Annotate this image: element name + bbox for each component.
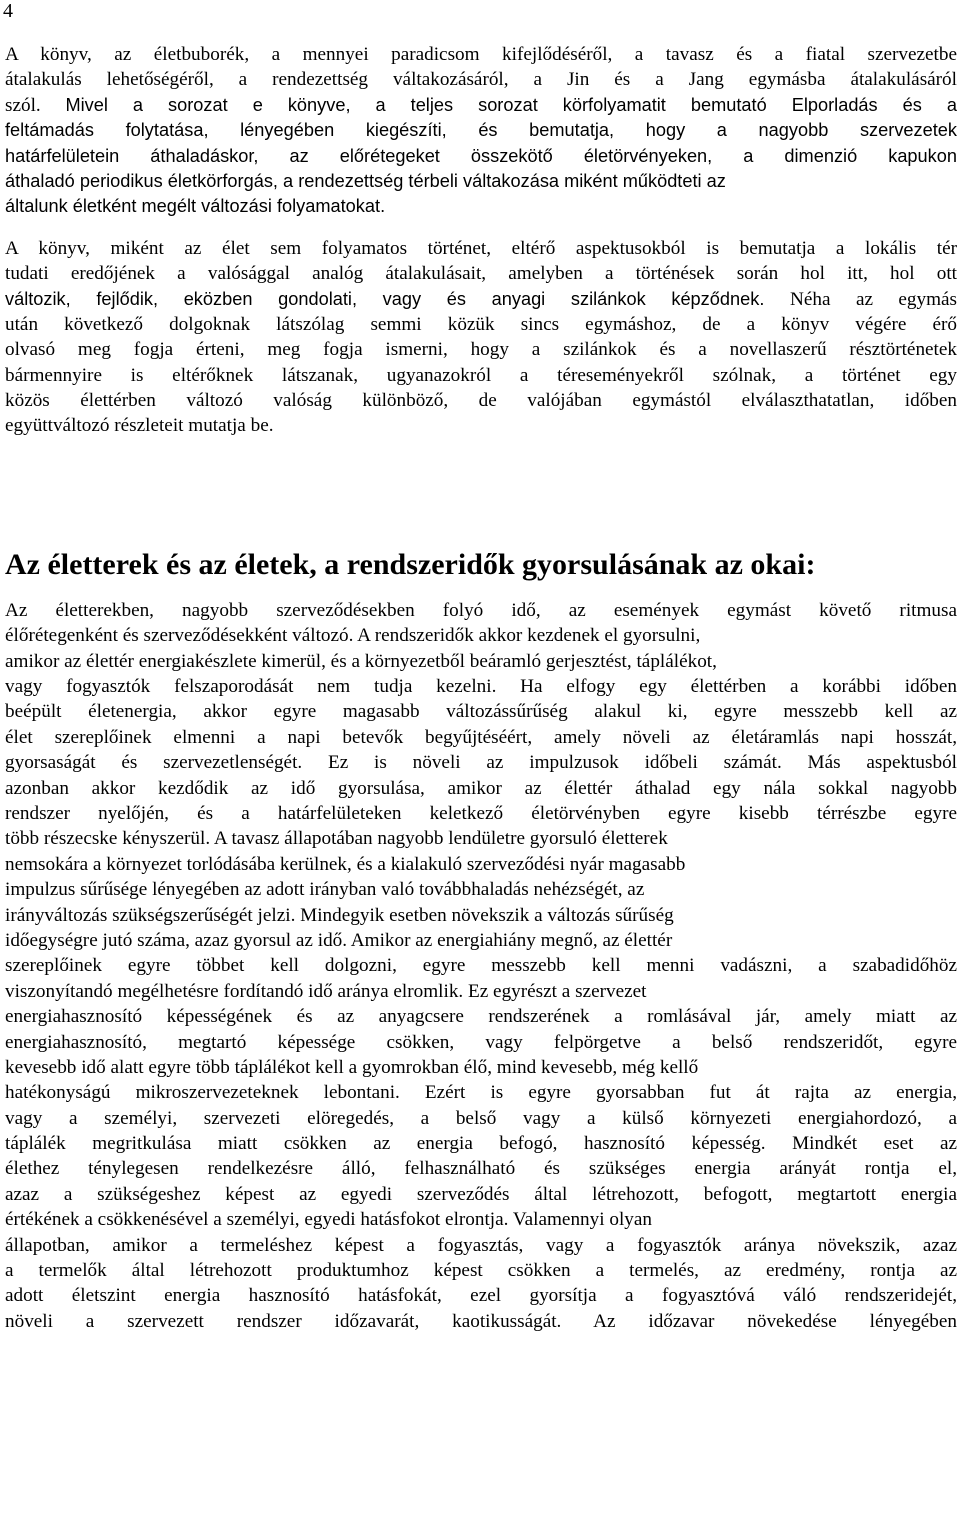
text-run: Az életterekben, nagyobb szerveződésekben folyó idő, az események egymást követő ritmusa <box>5 599 957 621</box>
text-run: rendszer nyelőjén, és a határfelületeken keletkező életörvényben egyre kisebb térrészbe egyre <box>5 802 957 824</box>
text-line <box>5 598 957 623</box>
text-line <box>5 750 957 775</box>
text-line <box>5 1309 957 1334</box>
text-line <box>5 1106 957 1131</box>
text-line <box>5 1283 957 1308</box>
text-run: növeli a szervezett rendszer időzavarát, kaotikusságát. Az időzavar növekedése lényegében <box>5 1310 957 1332</box>
text-run: a termelők által létrehozott produktumhoz képest csökken a termelés, az eredmény, rontja az <box>5 1260 957 1282</box>
text-run: táplálék megritkulása miatt csökken az energia befogó, hasznosító képesség. Mindkét eset az <box>5 1133 957 1155</box>
text-run: A könyv, miként az élet sem folyamatos történet, eltérő aspektusokból is bemutatja a lokális tér <box>5 237 957 259</box>
text-run: olvasó meg fogja érteni, meg fogja ismerni, hogy a szilánkok és a novellaszerű résztörténetek <box>5 339 957 361</box>
text-run: beépült életenergia, akkor egyre magasabb változássűrűség alakul ki, egyre messzebb kell az <box>5 701 957 723</box>
text-line <box>5 287 957 312</box>
text-line <box>5 725 957 750</box>
text-run: adott életszint energia hasznosító hatásfokát, ezel gyorsítja a fogyasztóvá váló rendszeridejét, <box>5 1285 957 1307</box>
text-run: szereplőinek egyre többet kell dolgozni, egyre messzebb kell menni vadászni, a szabadidőhöz <box>5 955 957 977</box>
text-run: élőrétegenként és szerveződésekként változó. A rendszeridők akkor kezdenek el gyorsulni, <box>5 625 701 647</box>
text-run: kevesebb idő alatt egyre több táplálékot kell a gyomrokban élő, mind kevesebb, még kellő <box>5 1056 699 1078</box>
text-run: vagy a személyi, szervezeti elöregedés, a belső vagy a külső környezeti energiahordozó, a <box>5 1107 957 1129</box>
text-line <box>5 1156 957 1181</box>
text-line <box>5 312 957 337</box>
text-line <box>5 801 957 826</box>
text-run: közös élettérben változó valóság különböző, de valójában egymástól elválaszthatatlan, időben <box>5 390 957 412</box>
text-run: után következő dolgoknak látszólag semmi közük sincs egymáshoz, de a könyv végére érő <box>5 313 957 335</box>
text-line <box>5 1055 957 1080</box>
text-run: értékének a csökkenésével a személyi, egyedi hatásfokot elrontja. Valamennyi olyan <box>5 1209 652 1231</box>
text-run: energiahasznosító, megtartó képessége csökken, vagy felpörgetve a belső rendszeridőt, egyre <box>5 1031 957 1053</box>
text-line <box>5 144 957 169</box>
document-body <box>5 42 957 1334</box>
text-run: hatékonyságú mikroszervezeteknek lebontani. Ezért is egyre gyorsabban fut át rajta az energia, <box>5 1082 957 1104</box>
text-run: azonban akkor kezdődik az idő gyorsulása, amikor az élettér áthalad egy nála sokkal nagyobb <box>5 777 957 799</box>
text-run: áthaladó periodikus életkörforgás, a rendezettség térbeli váltakozása miként működteti az <box>5 170 726 191</box>
section-spacer <box>5 439 957 547</box>
paragraph <box>5 42 957 220</box>
text-line <box>5 93 957 118</box>
text-run: vagy fogyasztók felszaporodását nem tudja kezelni. Ha elfogy egy élettérben a korábbi időben <box>5 676 957 698</box>
text-run: élethez ténylegesen rendelkezésre álló, felhasználható és szükséges energia arányát rontja el, <box>5 1158 957 1180</box>
text-line <box>5 826 957 851</box>
text-line <box>5 388 957 413</box>
text-line <box>5 1182 957 1207</box>
text-line <box>5 623 957 648</box>
section-paragraph <box>5 598 957 1334</box>
text-run: általunk életként megélt változási folyamatokat. <box>5 196 386 217</box>
text-run: azaz a szükségeshez képest az egyedi szerveződés által létrehozott, befogott, megtartott energia <box>5 1183 957 1205</box>
text-line <box>5 1080 957 1105</box>
text-run: együttváltozó részleteit mutatja be. <box>5 415 274 437</box>
text-run: irányváltozás szükségszerűségét jelzi. Mindegyik esetben növekszik a változás sűrűség <box>5 904 674 926</box>
section-heading: Az életterek és az életek, a rendszeridők gyorsulásának az okai: <box>5 547 816 581</box>
text-line <box>5 67 957 92</box>
text-line <box>5 118 957 143</box>
text-line <box>5 1131 957 1156</box>
text-run: tudati eredőjének a valósággal analóg átalakulásait, amelyben a történések során hol itt, hol ott <box>5 263 957 285</box>
text-run: állapotban, amikor a termeléshez képest a fogyasztás, vagy a fogyasztók aránya növekszik, azaz <box>5 1234 957 1256</box>
text-line <box>5 674 957 699</box>
paragraph-spacer <box>5 220 957 236</box>
text-line <box>5 649 957 674</box>
text-run: Mivel a sorozat e könyve, a teljes sorozat körfolyamatit bemutató Elporladás és a <box>65 94 957 115</box>
text-line <box>5 413 957 438</box>
text-line <box>5 261 957 286</box>
paragraph <box>5 236 957 439</box>
text-line <box>5 1030 957 1055</box>
heading-spacer <box>5 583 957 598</box>
text-run: változik, fejlődik, eközben gondolati, vagy és anyagi szilánkok képződnek. <box>5 288 791 309</box>
text-run: élet szereplőinek elmenni a napi betevők begyűjtéséért, amely növeli az életáramlás napi hosszát, <box>5 726 957 748</box>
text-line <box>5 1004 957 1029</box>
text-run: feltámadás folytatása, lényegében kiegészíti, és bemutatja, hogy a nagyobb szervezetek <box>5 120 957 141</box>
text-line <box>5 236 957 261</box>
text-line <box>5 877 957 902</box>
text-run: több részecske kényszerül. A tavasz állapotában nagyobb lendületre gyorsuló életterek <box>5 828 668 850</box>
text-run: nemsokára a környezet torlódásába kerülnek, és a kialakuló szerveződési nyár magasabb <box>5 853 686 875</box>
text-line <box>5 852 957 877</box>
text-line <box>5 1233 957 1258</box>
text-run: energiahasznosító képességének és az anyagcsere rendszerének a romlásával jár, amely miatt az <box>5 1006 957 1028</box>
text-line <box>5 776 957 801</box>
text-run: határfelületein áthaladáskor, az előrétegeket összekötő életörvényeken, a dimenzió kapukon <box>5 145 957 166</box>
text-run: viszonyítandó megélhetésre fordítandó idő aránya elromlik. Ez egyrészt a szervezet <box>5 980 647 1002</box>
text-line <box>5 928 957 953</box>
text-run: amikor az élettér energiakészlete kimerül, és a környezetből beáramló gerjesztést, táplálékot, <box>5 650 717 672</box>
text-line <box>5 1258 957 1283</box>
text-run: átalakulás lehetőségéről, a rendezettség váltakozásáról, a Jin és a Jang egymásba átalakulásáról <box>5 69 957 91</box>
text-line <box>5 979 957 1004</box>
text-run: A könyv, az életbuborék, a mennyei paradicsom kifejlődéséről, a tavasz és a fiatal szervezetbe <box>5 44 957 65</box>
text-run: szól. <box>5 94 66 116</box>
text-line <box>5 169 957 194</box>
text-line <box>5 903 957 928</box>
text-run: gyorsaságát és szervezetlenségét. Ez is növeli az impulzusok időbeli számát. Más aspektusból <box>5 752 957 774</box>
page-number: 4 <box>3 0 13 22</box>
text-line <box>5 42 957 67</box>
text-line <box>5 699 957 724</box>
text-line <box>5 194 957 219</box>
text-run: bármennyire is eltérőknek látszanak, ugyanazokról a téreseményekről szólnak, a történet egy <box>5 364 957 386</box>
text-line <box>5 953 957 978</box>
intro-section <box>5 42 957 439</box>
text-line <box>5 363 957 388</box>
text-run: impulzus sűrűsége lényegében az adott irányban való továbbhaladás nehézségét, az <box>5 879 645 901</box>
text-line <box>5 1207 957 1232</box>
text-line <box>5 337 957 362</box>
text-run: időegységre jutó száma, azaz gyorsul az idő. Amikor az energiahiány megnő, az élettér <box>5 929 673 951</box>
text-run: Néha az egymás <box>790 288 957 310</box>
